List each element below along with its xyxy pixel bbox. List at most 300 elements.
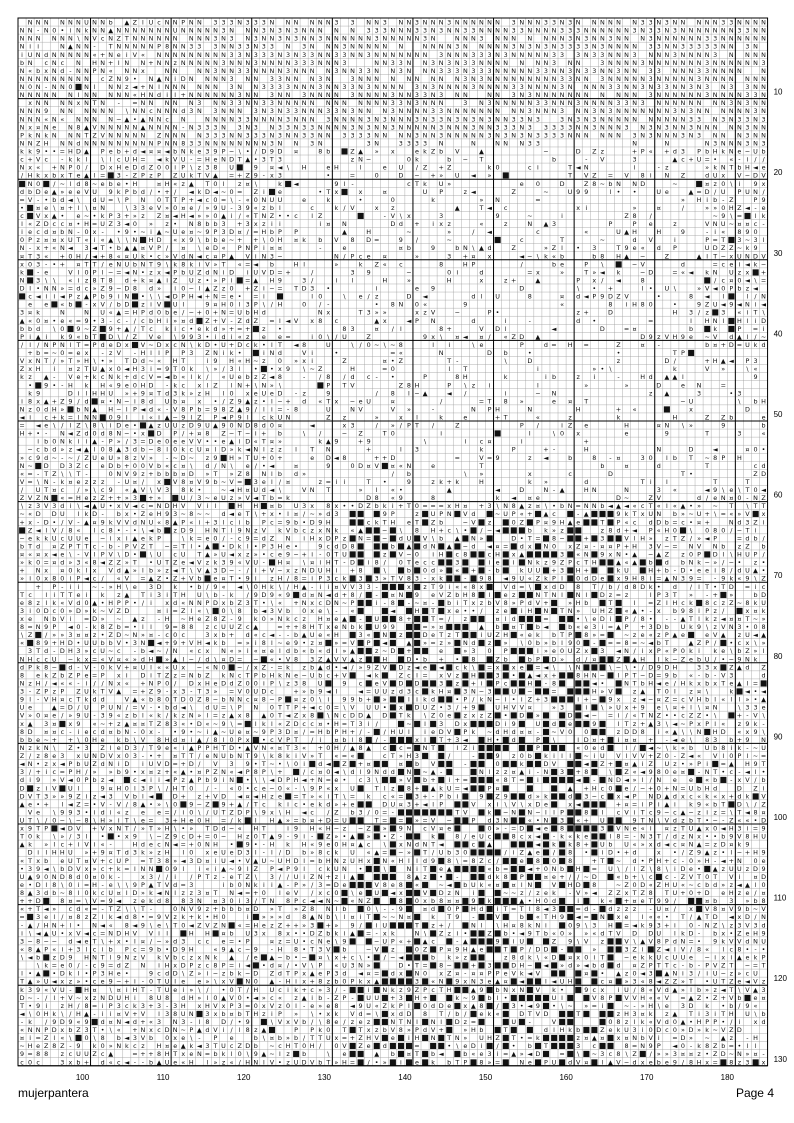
stitch-symbol: N bbox=[672, 75, 677, 83]
stitch-symbol: T bbox=[414, 518, 419, 526]
stitch-symbol: e bbox=[737, 148, 741, 156]
stitch-symbol: l bbox=[279, 204, 281, 212]
stitch-symbol: H bbox=[648, 567, 653, 575]
stitch-symbol: l bbox=[376, 486, 378, 494]
stitch-symbol: l bbox=[666, 502, 668, 510]
stitch-symbol: V bbox=[471, 518, 476, 526]
stitch-symbol: 3 bbox=[633, 131, 637, 139]
stitch-symbol: + bbox=[164, 188, 169, 196]
stitch-symbol: P bbox=[68, 164, 72, 172]
stitch-symbol: D bbox=[68, 389, 73, 397]
stitch-symbol: k bbox=[375, 518, 379, 526]
stitch-symbol: z bbox=[383, 551, 387, 559]
stitch-symbol: ▲ bbox=[92, 405, 97, 413]
stitch-symbol: - bbox=[754, 204, 756, 212]
stitch-symbol: ¤ bbox=[697, 518, 701, 526]
stitch-symbol: - bbox=[53, 478, 55, 486]
stitch-symbol: N bbox=[560, 91, 565, 99]
stitch-symbol: • bbox=[463, 607, 467, 615]
stitch-symbol: P bbox=[157, 172, 161, 180]
stitch-symbol: l bbox=[271, 470, 273, 478]
stitch-symbol: U bbox=[713, 301, 718, 309]
stitch-symbol: V bbox=[157, 204, 162, 212]
stitch-symbol: N bbox=[503, 59, 508, 67]
stitch-symbol: • bbox=[657, 293, 661, 301]
stitch-symbol: 9 bbox=[407, 478, 411, 486]
stitch-symbol: N bbox=[318, 59, 323, 67]
stitch-symbol: 8 bbox=[68, 526, 72, 534]
stitch-symbol: 8 bbox=[504, 599, 508, 607]
stitch-symbol: H bbox=[584, 486, 589, 494]
stitch-symbol: 3 bbox=[568, 75, 572, 83]
stitch-symbol: 9 bbox=[238, 397, 242, 405]
stitch-symbol: T bbox=[753, 502, 758, 510]
stitch-symbol: k bbox=[746, 244, 750, 252]
stitch-symbol: d bbox=[657, 244, 661, 252]
stitch-symbol: U bbox=[495, 293, 500, 301]
stitch-symbol: 3 bbox=[536, 115, 540, 123]
stitch-symbol: b bbox=[20, 542, 24, 550]
stitch-symbol: ◄ bbox=[423, 293, 428, 301]
stitch-symbol: ■ bbox=[236, 275, 244, 284]
stitch-symbol: N bbox=[664, 422, 669, 430]
stitch-symbol: T bbox=[237, 430, 242, 438]
stitch-symbol: 9 bbox=[496, 212, 500, 220]
stitch-symbol: » bbox=[520, 397, 524, 405]
stitch-symbol: ¤ bbox=[157, 180, 161, 188]
stitch-symbol: x bbox=[20, 260, 24, 268]
stitch-symbol: ■ bbox=[405, 622, 413, 631]
stitch-symbol: N bbox=[52, 51, 57, 59]
stitch-symbol: - bbox=[29, 244, 31, 252]
stitch-symbol: • bbox=[125, 180, 129, 188]
stitch-symbol: \ bbox=[45, 276, 48, 284]
stitch-symbol: Z bbox=[205, 317, 210, 325]
stitch-symbol: z bbox=[464, 615, 468, 623]
stitch-symbol: i bbox=[174, 75, 176, 83]
stitch-symbol: ¤ bbox=[608, 542, 612, 550]
stitch-symbol: 8 bbox=[93, 559, 97, 567]
stitch-symbol: P bbox=[488, 405, 492, 413]
stitch-symbol: ~ bbox=[342, 430, 347, 438]
stitch-symbol: N bbox=[495, 67, 500, 75]
stitch-symbol: / bbox=[690, 583, 693, 591]
stitch-symbol: \ bbox=[384, 341, 387, 349]
stitch-symbol: N bbox=[729, 67, 734, 75]
stitch-symbol: H bbox=[132, 156, 137, 164]
stitch-symbol: 9 bbox=[44, 381, 48, 389]
stitch-symbol: N bbox=[527, 220, 532, 228]
stitch-symbol: T bbox=[503, 414, 508, 422]
stitch-symbol: 3 bbox=[600, 59, 604, 67]
stitch-symbol: N bbox=[213, 91, 218, 99]
stitch-symbol: + bbox=[584, 534, 589, 542]
stitch-symbol: 3 bbox=[415, 83, 419, 91]
stitch-symbol: l bbox=[722, 293, 724, 301]
stitch-symbol: 9 bbox=[318, 518, 322, 526]
stitch-symbol: U bbox=[157, 559, 162, 567]
stitch-symbol: N bbox=[165, 83, 170, 91]
stitch-symbol: 8 bbox=[600, 252, 604, 260]
stitch-symbol: P bbox=[181, 196, 185, 204]
stitch-symbol: » bbox=[222, 325, 226, 333]
stitch-symbol: i bbox=[255, 252, 257, 260]
stitch-symbol: N bbox=[616, 123, 621, 131]
stitch-symbol: ■ bbox=[566, 614, 574, 623]
stitch-symbol: N bbox=[52, 91, 57, 99]
stitch-symbol: - bbox=[762, 220, 764, 228]
stitch-symbol: i bbox=[263, 349, 265, 357]
stitch-symbol: 0 bbox=[649, 454, 653, 462]
stitch-symbol: 3 bbox=[197, 139, 201, 147]
stitch-symbol: 0 bbox=[60, 575, 64, 583]
stitch-symbol: 8 bbox=[93, 276, 97, 284]
stitch-symbol: Z bbox=[157, 575, 162, 583]
stitch-symbol: = bbox=[221, 196, 226, 204]
stitch-symbol: x bbox=[762, 510, 766, 518]
stitch-symbol: 3 bbox=[350, 131, 354, 139]
stitch-symbol: - bbox=[118, 478, 120, 486]
stitch-symbol: k bbox=[165, 156, 169, 164]
stitch-symbol: / bbox=[85, 252, 88, 260]
stitch-symbol: ▲ bbox=[124, 115, 129, 123]
stitch-symbol: N bbox=[753, 494, 758, 502]
stitch-symbol: 3 bbox=[213, 107, 217, 115]
stitch-symbol: \ bbox=[400, 526, 403, 534]
stitch-symbol: N bbox=[221, 107, 226, 115]
stitch-symbol: D bbox=[310, 518, 315, 526]
stitch-symbol: b bbox=[326, 148, 330, 156]
stitch-symbol: N bbox=[398, 35, 403, 43]
stitch-symbol: Z bbox=[318, 212, 323, 220]
stitch-symbol: ▲ bbox=[543, 510, 548, 518]
stitch-symbol: / bbox=[472, 228, 475, 236]
stitch-symbol: i bbox=[69, 575, 71, 583]
stitch-symbol: 3 bbox=[294, 59, 298, 67]
stitch-symbol: N bbox=[697, 19, 702, 27]
stitch-symbol: 0 bbox=[270, 236, 274, 244]
stitch-symbol: N bbox=[302, 35, 307, 43]
stitch-symbol: 3 bbox=[713, 139, 717, 147]
stitch-symbol: x bbox=[407, 583, 411, 591]
stitch-symbol: N bbox=[640, 35, 645, 43]
stitch-symbol: ▲ bbox=[543, 220, 548, 228]
stitch-symbol: l bbox=[682, 373, 684, 381]
stitch-symbol: » bbox=[383, 309, 387, 317]
stitch-symbol: \ bbox=[327, 607, 330, 615]
stitch-symbol: x bbox=[44, 551, 48, 559]
stitch-symbol: = bbox=[277, 623, 282, 631]
stitch-symbol: » bbox=[109, 583, 113, 591]
stitch-symbol: c bbox=[520, 236, 524, 244]
stitch-symbol: - bbox=[432, 405, 434, 413]
stitch-symbol: ¤ bbox=[641, 341, 645, 349]
stitch-symbol: ■ bbox=[655, 558, 663, 567]
stitch-symbol: » bbox=[391, 422, 395, 430]
stitch-symbol: ■ bbox=[131, 292, 139, 301]
stitch-symbol: U bbox=[713, 172, 718, 180]
stitch-symbol: 3 bbox=[230, 365, 234, 373]
stitch-symbol: N bbox=[681, 75, 686, 83]
stitch-symbol: ■ bbox=[26, 267, 34, 276]
stitch-symbol: ~ bbox=[68, 454, 73, 462]
stitch-symbol: b bbox=[117, 462, 121, 470]
stitch-symbol: 3 bbox=[36, 502, 40, 510]
stitch-symbol: ■ bbox=[470, 525, 478, 534]
stitch-symbol: 3 bbox=[221, 131, 225, 139]
stitch-symbol: • bbox=[520, 534, 524, 542]
stitch-symbol: N bbox=[656, 131, 661, 139]
stitch-symbol: 3 bbox=[592, 51, 596, 59]
stitch-symbol: i bbox=[706, 196, 708, 204]
stitch-symbol: b bbox=[278, 470, 282, 478]
stitch-symbol: ~ bbox=[382, 534, 387, 542]
stitch-symbol: V bbox=[713, 333, 718, 341]
stitch-symbol: 0 bbox=[221, 607, 225, 615]
stitch-symbol: ¤ bbox=[729, 494, 733, 502]
stitch-symbol: H bbox=[479, 478, 484, 486]
stitch-symbol: 8 bbox=[528, 293, 532, 301]
stitch-symbol: l bbox=[207, 381, 209, 389]
stitch-symbol: 8 bbox=[471, 591, 475, 599]
stitch-symbol: 9 bbox=[745, 228, 749, 236]
stitch-symbol: c bbox=[431, 559, 435, 567]
stitch-symbol: ◄ bbox=[189, 212, 194, 220]
stitch-symbol: D bbox=[44, 607, 49, 615]
stitch-symbol: H bbox=[181, 591, 186, 599]
stitch-symbol: x bbox=[689, 405, 693, 413]
stitch-symbol: d bbox=[173, 599, 177, 607]
stitch-symbol: i bbox=[29, 414, 31, 422]
stitch-symbol: « bbox=[117, 252, 121, 260]
stitch-symbol: ¤ bbox=[471, 252, 475, 260]
stitch-symbol: N bbox=[20, 107, 25, 115]
stitch-symbol: 3 bbox=[334, 107, 338, 115]
stitch-symbol: = bbox=[221, 293, 226, 301]
stitch-symbol: Z bbox=[592, 148, 597, 156]
stitch-symbol: N bbox=[52, 285, 57, 293]
stitch-symbol: N bbox=[326, 83, 331, 91]
stitch-symbol: d bbox=[584, 478, 588, 486]
stitch-symbol: U bbox=[76, 534, 81, 542]
stitch-symbol: 8 bbox=[165, 518, 169, 526]
stitch-symbol: 3 bbox=[560, 83, 564, 91]
stitch-symbol: / bbox=[206, 583, 209, 591]
stitch-symbol: 9 bbox=[213, 405, 217, 413]
stitch-symbol: H bbox=[84, 220, 89, 228]
stitch-symbol: 3 bbox=[657, 67, 661, 75]
stitch-symbol: H bbox=[278, 236, 283, 244]
stitch-symbol: N bbox=[592, 83, 597, 91]
stitch-symbol: P bbox=[101, 551, 105, 559]
stitch-symbol: 9 bbox=[318, 542, 322, 550]
stitch-symbol: 3 bbox=[762, 59, 766, 67]
stitch-symbol: ■ bbox=[405, 606, 413, 615]
stitch-symbol: N bbox=[20, 67, 25, 75]
stitch-symbol: 3 bbox=[189, 139, 193, 147]
stitch-symbol: N bbox=[108, 91, 113, 99]
stitch-symbol: N bbox=[350, 51, 355, 59]
stitch-symbol: i bbox=[327, 583, 329, 591]
stitch-symbol: + bbox=[197, 309, 202, 317]
stitch-symbol: N bbox=[737, 67, 742, 75]
stitch-symbol: « bbox=[28, 510, 32, 518]
stitch-symbol: N bbox=[552, 83, 557, 91]
stitch-symbol: N bbox=[568, 91, 573, 99]
stitch-symbol: 3 bbox=[576, 51, 580, 59]
stitch-symbol: H bbox=[310, 534, 315, 542]
stitch-symbol: N bbox=[471, 107, 476, 115]
stitch-symbol: ■ bbox=[615, 533, 623, 542]
stitch-symbol: b bbox=[101, 293, 105, 301]
stitch-symbol: ■ bbox=[357, 509, 365, 518]
stitch-symbol: l bbox=[69, 341, 71, 349]
stitch-symbol: H bbox=[205, 156, 210, 164]
stitch-symbol: T bbox=[100, 244, 105, 252]
stitch-symbol: l bbox=[360, 164, 362, 172]
stitch-symbol: 3 bbox=[649, 27, 653, 35]
stitch-symbol: ■ bbox=[421, 517, 429, 526]
stitch-symbol: ◄ bbox=[310, 422, 315, 430]
stitch-symbol: 8 bbox=[455, 373, 459, 381]
stitch-symbol: « bbox=[133, 91, 137, 99]
stitch-symbol: N bbox=[100, 99, 105, 107]
stitch-symbol: ■ bbox=[18, 525, 26, 534]
stitch-symbol: N bbox=[358, 51, 363, 59]
stitch-symbol: » bbox=[60, 405, 64, 413]
stitch-symbol: N bbox=[334, 123, 339, 131]
stitch-symbol: 3 bbox=[729, 19, 733, 27]
stitch-symbol: 0 bbox=[673, 526, 677, 534]
stitch-symbol: = bbox=[535, 196, 540, 204]
stitch-symbol: ◄ bbox=[495, 486, 500, 494]
stitch-symbol: N bbox=[278, 99, 283, 107]
stitch-symbol: ▲ bbox=[584, 510, 589, 518]
stitch-symbol: N bbox=[221, 51, 226, 59]
stitch-symbol: + bbox=[358, 438, 363, 446]
stitch-symbol: d bbox=[157, 91, 161, 99]
stitch-symbol: k bbox=[20, 268, 24, 276]
stitch-symbol: N bbox=[600, 27, 605, 35]
stitch-symbol: Z bbox=[173, 276, 178, 284]
stitch-symbol: N bbox=[672, 91, 677, 99]
stitch-symbol: P bbox=[222, 148, 226, 156]
stitch-symbol: = bbox=[608, 623, 613, 631]
stitch-symbol: 9 bbox=[399, 236, 403, 244]
stitch-symbol: P bbox=[52, 341, 56, 349]
stitch-symbol: c bbox=[28, 454, 32, 462]
stitch-symbol: ■ bbox=[534, 509, 542, 518]
stitch-symbol: « bbox=[157, 357, 161, 365]
stitch-symbol: c bbox=[149, 107, 153, 115]
stitch-symbol: ■ bbox=[236, 163, 244, 172]
stitch-symbol: « bbox=[60, 599, 64, 607]
stitch-symbol: Z bbox=[173, 559, 178, 567]
stitch-symbol: l bbox=[86, 567, 88, 575]
stitch-symbol: ■ bbox=[421, 509, 429, 518]
stitch-symbol: « bbox=[584, 228, 588, 236]
stitch-symbol: d bbox=[762, 462, 766, 470]
stitch-symbol: N bbox=[511, 107, 516, 115]
stitch-symbol: b bbox=[753, 591, 757, 599]
stitch-symbol: N bbox=[334, 599, 339, 607]
stitch-symbol: ▲ bbox=[100, 365, 105, 373]
stitch-symbol: N bbox=[310, 83, 315, 91]
stitch-symbol: ~ bbox=[27, 446, 32, 454]
stitch-symbol: N bbox=[84, 35, 89, 43]
stitch-symbol: d bbox=[44, 405, 48, 413]
stitch-symbol: U bbox=[705, 244, 710, 252]
stitch-symbol: N bbox=[382, 83, 387, 91]
stitch-symbol: - bbox=[61, 156, 63, 164]
stitch-symbol: 3 bbox=[439, 115, 443, 123]
stitch-symbol: N bbox=[213, 99, 218, 107]
stitch-symbol: N bbox=[455, 19, 460, 27]
stitch-symbol: 3 bbox=[391, 59, 395, 67]
stitch-symbol: 3 bbox=[262, 83, 266, 91]
stitch-symbol: i bbox=[376, 285, 378, 293]
stitch-symbol: 3 bbox=[649, 623, 653, 631]
stitch-symbol: N bbox=[28, 91, 33, 99]
stitch-symbol: « bbox=[85, 559, 89, 567]
stitch-symbol: 3 bbox=[592, 244, 596, 252]
stitch-symbol: 3 bbox=[624, 99, 628, 107]
stitch-symbol: 8 bbox=[641, 276, 645, 284]
stitch-symbol: N bbox=[616, 27, 621, 35]
stitch-symbol: ~ bbox=[753, 615, 758, 623]
stitch-symbol: ◄ bbox=[471, 188, 476, 196]
stitch-symbol: ▲ bbox=[479, 148, 484, 156]
stitch-symbol: N bbox=[447, 115, 452, 123]
stitch-symbol: N bbox=[36, 91, 41, 99]
stitch-symbol: d bbox=[334, 542, 338, 550]
stitch-symbol: N bbox=[423, 83, 428, 91]
stitch-symbol: N bbox=[527, 131, 532, 139]
stitch-symbol: \ bbox=[287, 164, 290, 172]
stitch-symbol: - bbox=[343, 559, 345, 567]
stitch-symbol: N bbox=[689, 91, 694, 99]
stitch-symbol: x bbox=[310, 502, 314, 510]
stitch-symbol: \ bbox=[231, 462, 234, 470]
stitch-symbol: - bbox=[85, 301, 87, 309]
stitch-symbol: 3 bbox=[455, 67, 459, 75]
stitch-symbol: N bbox=[664, 75, 669, 83]
stitch-symbol: x bbox=[512, 551, 516, 559]
stitch-symbol: l bbox=[78, 510, 80, 518]
stitch-symbol: N bbox=[600, 131, 605, 139]
stitch-symbol: e bbox=[520, 180, 524, 188]
stitch-symbol: + bbox=[100, 51, 105, 59]
stitch-symbol: 3 bbox=[367, 83, 371, 91]
stitch-symbol: • bbox=[206, 276, 210, 284]
stitch-symbol: D bbox=[229, 268, 234, 276]
stitch-symbol: ◄ bbox=[584, 293, 589, 301]
stitch-symbol: N bbox=[149, 35, 154, 43]
stitch-symbol: l bbox=[190, 542, 192, 550]
stitch-symbol: d bbox=[221, 510, 225, 518]
stitch-symbol: + bbox=[19, 567, 24, 575]
stitch-symbol: N bbox=[286, 19, 291, 27]
stitch-symbol: - bbox=[101, 349, 103, 357]
stitch-symbol: z bbox=[125, 83, 129, 91]
stitch-symbol: e bbox=[109, 341, 113, 349]
stitch-symbol: P bbox=[536, 518, 540, 526]
stitch-symbol: ■ bbox=[389, 614, 397, 623]
stitch-symbol: N bbox=[173, 35, 178, 43]
stitch-symbol: \ bbox=[239, 148, 242, 156]
stitch-symbol: k bbox=[754, 341, 758, 349]
stitch-symbol: 3 bbox=[173, 389, 177, 397]
